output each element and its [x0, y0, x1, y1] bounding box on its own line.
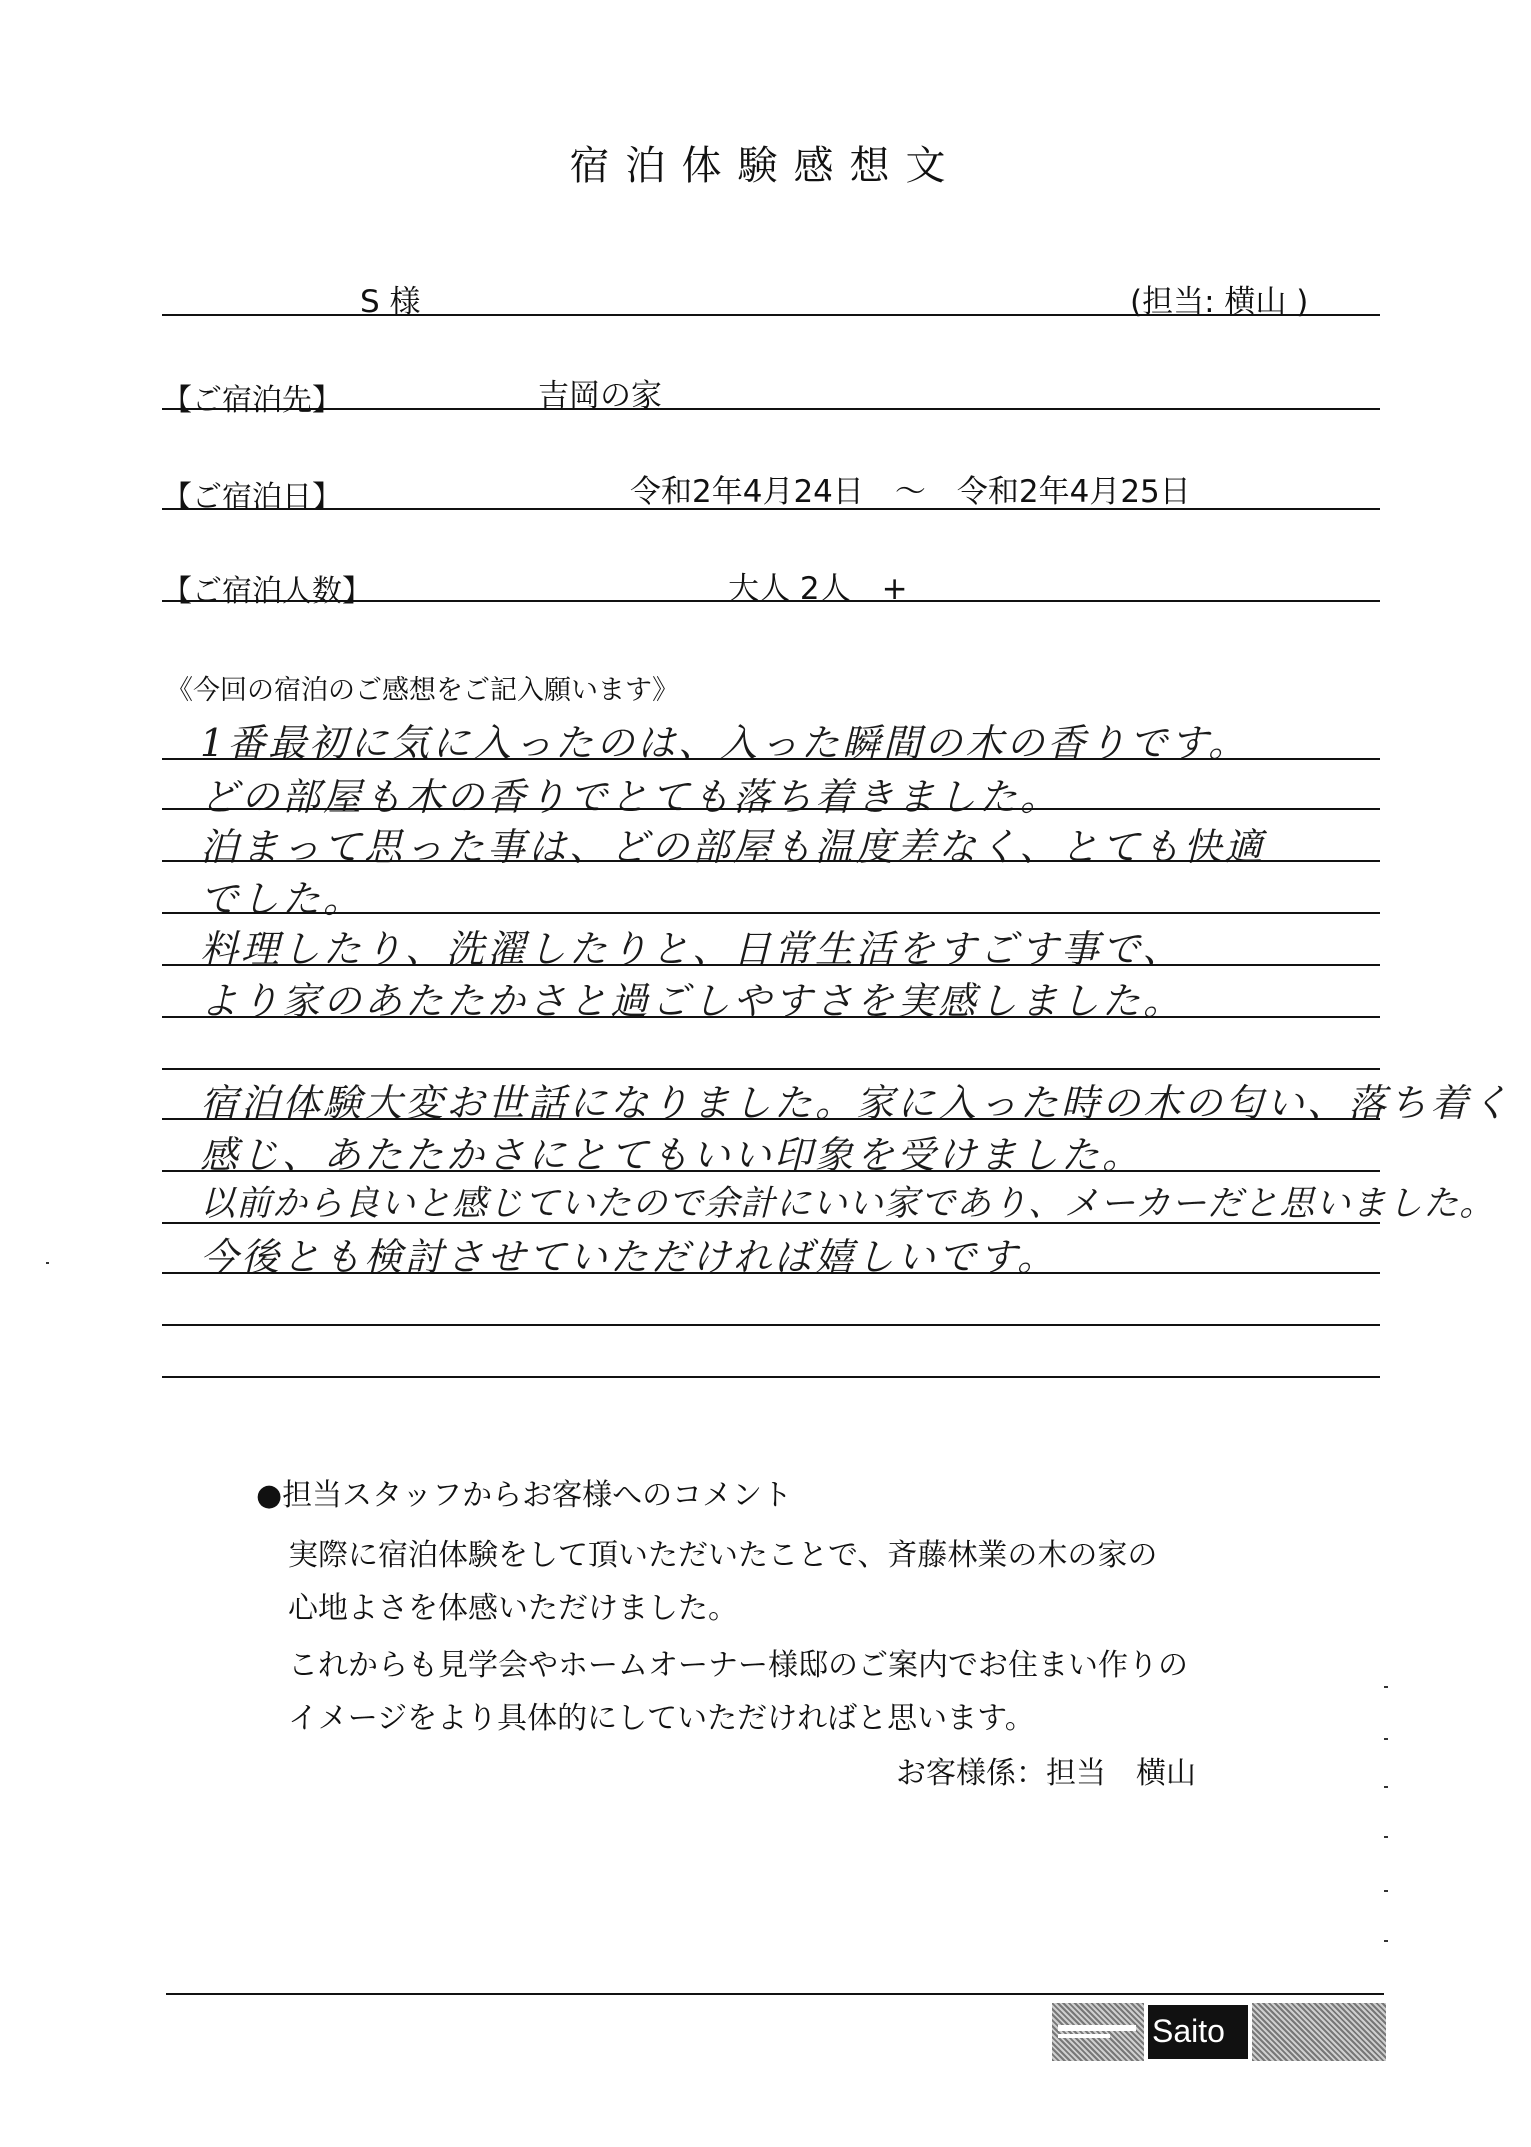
margin-dot: [1384, 1786, 1388, 1788]
staff-tag: (担当: 横山 ): [1130, 284, 1309, 320]
handwritten-line: より家のあたたかさと過ごしやすさを実感しました。: [200, 979, 1185, 1023]
rule-line: [162, 1068, 1380, 1070]
rule-customer: [162, 314, 1380, 316]
rule-line: [162, 1170, 1380, 1172]
field-label-guests: 【ご宿泊人数】: [162, 574, 372, 609]
field-value-guests: 大人 2人 +: [728, 571, 908, 607]
rule-line: [162, 1118, 1380, 1120]
handwritten-line: 泊まって思った事は、どの部屋も温度差なく、とても快適: [200, 825, 1266, 869]
handwritten-line: 以前から良いと感じていたので余計にいい家であり、メーカーだと思いました。: [200, 1184, 1496, 1224]
rule-line: [162, 1222, 1380, 1224]
handwritten-line: 宿泊体験大変お世話になりました。家に入った時の木の匂い、落ち着く: [200, 1081, 1513, 1125]
logo-wordmark: Saito: [1152, 2013, 1225, 2049]
logo-bar: [1058, 2025, 1136, 2031]
logo-pattern-left: [1052, 2003, 1144, 2061]
rule-line: [162, 1376, 1380, 1378]
margin-dot: [1384, 1940, 1388, 1942]
staff-comment-line: 実際に宿泊体験をして頂いただいたことで、斉藤林業の木の家の: [288, 1538, 1158, 1573]
field-value-place: 吉岡の家: [538, 378, 662, 414]
rule-line: [162, 912, 1380, 914]
rule-place: [162, 408, 1380, 410]
impressions-prompt: 《今回の宿泊のご感想をご記入願います》: [166, 675, 679, 706]
rule-line: [162, 1016, 1380, 1018]
margin-dot: [1384, 1686, 1388, 1688]
handwritten-line: 料理したり、洗濯したりと、日常生活をすごす事で、: [200, 927, 1184, 971]
staff-signature: お客様係：担当 横山: [896, 1756, 1196, 1791]
staff-comment-heading: ●担当スタッフからお客様へのコメント: [256, 1478, 793, 1513]
margin-dot: [46, 1262, 49, 1264]
company-logo: [1052, 2003, 1386, 2061]
margin-dot: [1384, 1836, 1388, 1838]
field-value-date: 令和2年4月24日 〜 令和2年4月25日: [630, 474, 1191, 510]
logo-bar: [1058, 2034, 1110, 2038]
margin-dot: [1384, 1738, 1388, 1740]
footer-rule: [166, 1993, 1384, 1995]
staff-comment-line: 心地よさを体感いただけました。: [288, 1591, 738, 1626]
handwritten-line: 今後とも検討させていただければ嬉しいです。: [200, 1235, 1058, 1279]
document-title: 宿泊体験感想文: [569, 143, 962, 189]
staff-comment-line: イメージをより具体的にしていただければと思います。: [288, 1701, 1035, 1736]
logo-pattern-right: [1252, 2003, 1386, 2061]
handwritten-line: 感じ、あたたかさにとてもいい印象を受けました。: [200, 1133, 1144, 1177]
handwritten-line: どの部屋も木の香りでとても落ち着きました。: [200, 775, 1062, 819]
rule-line: [162, 808, 1380, 810]
customer-name: S 様: [360, 284, 421, 320]
rule-line: [162, 1272, 1380, 1274]
rule-guests: [162, 600, 1380, 602]
field-label-date: 【ご宿泊日】: [162, 480, 342, 515]
staff-comment-line: これからも見学会やホームオーナー様邸のご案内でお住まい作りの: [288, 1648, 1188, 1683]
handwritten-line: 1番最初に気に入ったのは、入った瞬間の木の香りです。: [200, 721, 1250, 765]
rule-line: [162, 1324, 1380, 1326]
field-label-place: 【ご宿泊先】: [162, 383, 342, 418]
rule-line: [162, 758, 1380, 760]
rule-line: [162, 860, 1380, 862]
handwritten-line: でした。: [200, 877, 365, 921]
margin-dot: [1384, 1890, 1388, 1892]
rule-date: [162, 508, 1380, 510]
rule-line: [162, 964, 1380, 966]
